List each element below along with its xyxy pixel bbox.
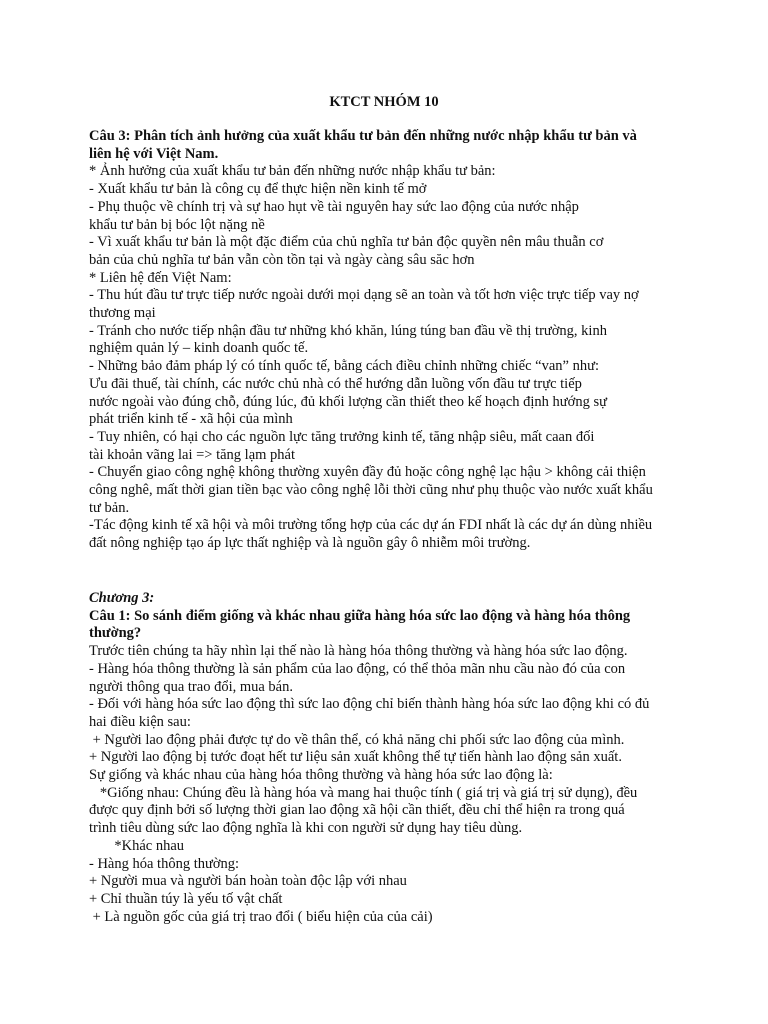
text-line: - Những bảo đảm pháp lý có tính quốc tế, bằng cách điều chỉnh những chiếc “van” như: <box>89 358 599 375</box>
text-line: + Chỉ thuần túy là yếu tố vật chất <box>89 890 283 907</box>
text-line: được quy định bởi số lượng thời gian lao động xã hội cần thiết, đều chỉ thể hiện ra trong quá <box>89 802 625 819</box>
text-line: Trước tiên chúng ta hãy nhìn lại thế nào là hàng hóa thông thường và hàng hóa sức lao động. <box>89 643 628 660</box>
text-line: - Vì xuất khẩu tư bản là một đặc điểm của chủ nghĩa tư bản độc quyền nên mâu thuẫn cơ <box>89 234 604 251</box>
text-line: - Tránh cho nước tiếp nhận đầu tư những khó khăn, lúng túng ban đầu về thị trường, kinh <box>89 322 607 339</box>
text-line: phát triển kinh tế - xã hội của mình <box>89 411 293 428</box>
text-line: + Người lao động phải được tự do về thân thể, có khả năng chi phối sức lao động của mình. <box>89 731 625 748</box>
text-line: + Người lao động bị tước đoạt hết tư liệu sản xuất không thể tự tiến hành lao động sản xuất. <box>89 749 622 766</box>
question-heading-line: thường? <box>89 625 142 642</box>
text-line: Sự giống và khác nhau của hàng hóa thông thường và hàng hóa sức lao động là: <box>89 767 553 784</box>
text-line: tài khoản vãng lai => tăng lạm phát <box>89 446 296 463</box>
text-line: *Khác nhau <box>89 837 185 854</box>
question-heading-line: liên hệ với Việt Nam. <box>89 145 219 162</box>
text-line: *Giống nhau: Chúng đều là hàng hóa và mang hai thuộc tính ( giá trị và giá trị sử dụng), đều <box>89 784 638 801</box>
text-line: hai điều kiện sau: <box>89 713 191 730</box>
section-chapter-3 <box>89 590 689 926</box>
text-line: công nghê, mất thời gian tiền bạc vào công nghệ lỗi thời cũng như phụ thuộc vào nước xuất khẩu <box>89 482 653 499</box>
question-heading-line: Câu 1: So sánh điểm giống và khác nhau giữa hàng hóa sức lao động và hàng hóa thông <box>89 607 631 624</box>
text-line: tư bản. <box>89 499 130 516</box>
text-line: - Đối với hàng hóa sức lao động thì sức lao động chỉ biến thành hàng hóa sức lao động khi có đủ <box>89 696 650 713</box>
document-title: KTCT NHÓM 10 <box>329 94 439 110</box>
text-line: bản của chủ nghĩa tư bản vẫn còn tồn tại và ngày càng sâu săc hơn <box>89 251 475 268</box>
text-line: - Hàng hóa thông thường là sản phẩm của lao động, có thể thỏa mãn nhu cầu nào đó của con <box>89 660 626 677</box>
text-line: * Ảnh hưởng của xuất khẩu tư bản đến những nước nhập khẩu tư bản: <box>89 163 496 180</box>
text-line: thương mại <box>89 305 156 322</box>
text-line: - Tuy nhiên, có hại cho các nguồn lực tăng trưởng kinh tế, tăng nhập siêu, mất caan đối <box>89 428 595 445</box>
text-line: khẩu tư bản bị bóc lột nặng nề <box>89 216 265 233</box>
question-heading-line: Câu 3: Phân tích ảnh hưởng của xuất khẩu tư bản đến những nước nhập khẩu tư bản và <box>89 128 637 144</box>
section-question-3 <box>89 128 689 553</box>
text-line: Ưu đãi thuế, tài chính, các nước chủ nhà có thể hướng dẫn luồng vốn đầu tư trực tiếp <box>89 375 582 392</box>
text-line: - Phụ thuộc về chính trị và sự hao hụt về tài nguyên hay sức lao động của nước nhập <box>89 198 579 215</box>
text-line: - Thu hút đầu tư trực tiếp nước ngoài dưới mọi dạng sẽ an toàn và tốt hơn việc trực tiếp vay nợ <box>89 287 639 304</box>
text-line: đất nông nghiệp tạo áp lực thất nghiệp và là nguồn gây ô nhiễm môi trường. <box>89 535 531 552</box>
text-line: người thông qua trao đổi, mua bán. <box>89 678 293 695</box>
text-line: - Xuất khẩu tư bản là công cụ để thực hiện nền kinh tế mở <box>89 181 427 198</box>
text-line: - Hàng hóa thông thường: <box>89 855 240 872</box>
text-line: nghiệm quản lý – kinh doanh quốc tế. <box>89 340 309 357</box>
text-line: + Là nguồn gốc của giá trị trao đổi ( biểu hiện của của cải) <box>89 908 433 925</box>
text-line: + Người mua và người bán hoàn toàn độc lập với nhau <box>89 873 407 890</box>
text-line: nước ngoài vào đúng chỗ, đúng lúc, đủ khối lượng cần thiết theo kế hoạch định hướng sự <box>89 393 607 410</box>
text-line: * Liên hệ đến Việt Nam: <box>89 269 232 286</box>
text-line: -Tác động kinh tế xã hội và môi trường tổng hợp của các dự án FDI nhất là các dự án dùng nhiều <box>89 517 653 534</box>
text-line: trình tiêu dùng sức lao động nghĩa là khi con người sử dụng hay tiêu dùng. <box>89 820 523 837</box>
text-line: - Chuyển giao công nghệ không thường xuyên đầy đủ hoặc công nghệ lạc hậu > không cải thiện <box>89 464 646 481</box>
chapter-heading: Chương 3: <box>89 590 155 606</box>
